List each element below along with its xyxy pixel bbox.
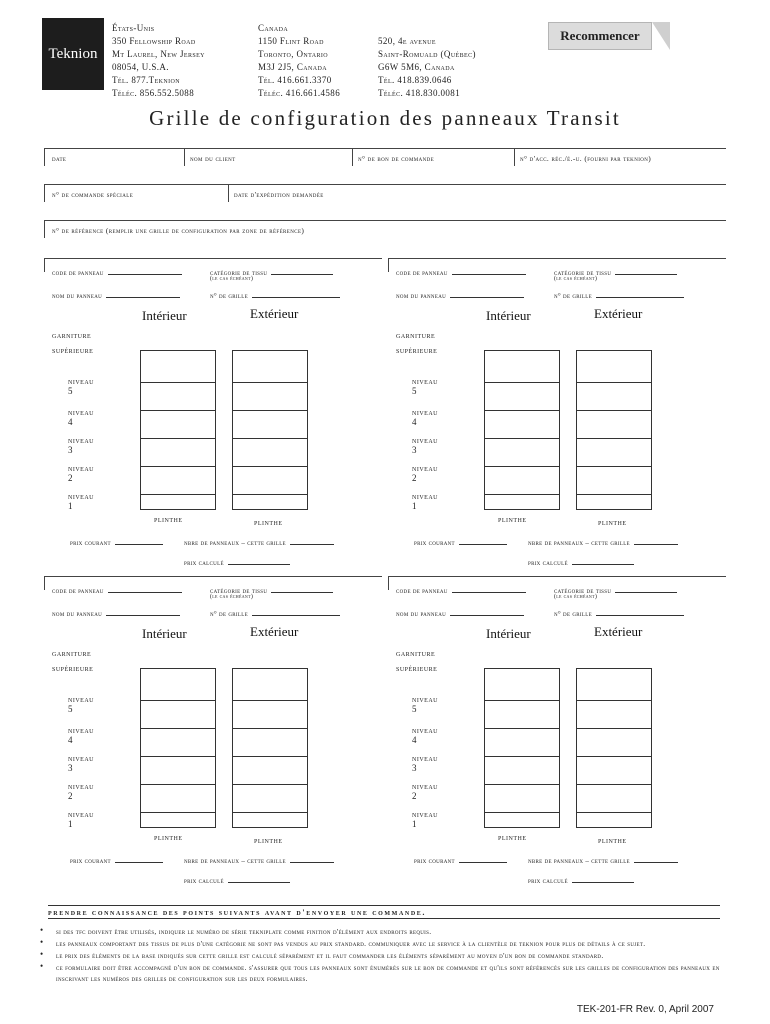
level-label: niveau 5 [412, 376, 438, 396]
level-label: niveau 3 [412, 435, 438, 455]
level-label: niveau 1 [68, 491, 94, 511]
bullet-icon: • [40, 961, 44, 971]
interior-base-label: plinthe [498, 832, 527, 842]
field-row-1-top [44, 148, 726, 149]
office-address-toronto: Canada 1150 Flint Road Toronto, Ontario M3J 2J5, Canada Tél. 416.661.3370 Téléc. 416.661.4586 [258, 23, 341, 98]
panel-code-field[interactable]: code de panneau [52, 584, 182, 595]
panels-per-grid-field[interactable]: nbre de panneaux – cette grille [184, 854, 334, 865]
notes-header: prendre connaissance des points suivants avant d'envoyer une commande. [48, 905, 720, 919]
note-item: • si des tfc doivent être utilisés, indiquer le numéro de série tekniplate comme finition d'élément aux endroits requis. [40, 925, 432, 936]
interior-base-label: plinthe [154, 514, 183, 524]
current-price-field[interactable]: prix courant [414, 854, 507, 865]
exterior-heading: Extérieur [250, 624, 299, 639]
client-name-field[interactable]: nom du client [190, 154, 236, 163]
acknowledgement-number-field[interactable]: n° d'acc. réc./é.-u. (fourni par teknion) [520, 154, 652, 163]
note-item: • ce formulaire doit être accompagné d'un bon de commande. s'assurer que tous les panneaux sont énumérés sur le bon de commande et qu'ils sont référencés sur les grilles de configuration des panneaux en inscrivant les numéros des grilles de configuration sur les deux formulaires. [40, 961, 720, 983]
level-label: niveau 5 [68, 376, 94, 396]
bullet-icon: • [40, 925, 44, 935]
note-item: • les panneaux comportant des tissus de plus d'une catégorie ne sont pas vendus au prix standard. communiquer avec le service à la clientèle de teknion pour plus de détails à ce sujet. [40, 937, 646, 948]
current-price-field[interactable]: prix courant [414, 536, 507, 547]
note-item: • le prix des éléments de la base indiqués sur cette grille est calculé séparément et il faut commander les éléments séparément au moyen d'un bon de commande standard. [40, 949, 604, 960]
field-row-3-top [44, 220, 726, 221]
level-label: niveau 3 [68, 753, 94, 773]
if-applicable-note: (le cas échéant) [554, 594, 598, 600]
special-order-field[interactable]: n° de commande spéciale [52, 190, 134, 199]
ship-date-field[interactable]: date d'expédition demandée [234, 190, 324, 199]
panel-code-field[interactable]: code de panneau [396, 584, 526, 595]
restart-button[interactable]: Recommencer [548, 22, 652, 50]
current-price-field[interactable]: prix courant [70, 854, 163, 865]
top-trim-label: garniture supérieure [396, 648, 438, 673]
level-label: niveau 2 [68, 781, 94, 801]
level-label: niveau 3 [412, 753, 438, 773]
top-trim-label: garniture supérieure [396, 330, 438, 355]
exterior-grid[interactable] [576, 668, 652, 828]
interior-grid[interactable] [484, 668, 560, 828]
level-label: niveau 5 [68, 694, 94, 714]
interior-heading: Intérieur [142, 308, 187, 323]
level-label: niveau 1 [68, 809, 94, 829]
reference-number-field[interactable]: n° de référence (remplir une grille de configuration par zone de référence) [52, 226, 305, 235]
fabric-category-field[interactable]: catégorie de tissu [210, 266, 333, 277]
date-field[interactable]: date [52, 154, 67, 163]
if-applicable-note: (le cas échéant) [210, 594, 254, 600]
grid-number-field[interactable]: n° de grille [554, 289, 684, 300]
top-trim-label: garniture supérieure [52, 330, 94, 355]
exterior-grid[interactable] [232, 668, 308, 828]
interior-heading: Intérieur [142, 626, 187, 641]
calculated-price-field[interactable]: prix calculé [184, 556, 290, 567]
level-label: niveau 3 [68, 435, 94, 455]
interior-grid[interactable] [484, 350, 560, 510]
panel-name-field[interactable]: nom du panneau [396, 289, 524, 300]
interior-base-label: plinthe [498, 514, 527, 524]
form-title: Grille de configuration des panneaux Transit [149, 106, 621, 130]
fabric-category-field[interactable]: catégorie de tissu [210, 584, 333, 595]
level-label: niveau 1 [412, 491, 438, 511]
office-address-quebec: 520, 4e avenue Saint-Romuald (Québec) G6W 5M6, Canada Tél. 418.839.0646 Téléc. 418.830.0081 [378, 36, 476, 98]
panels-per-grid-field[interactable]: nbre de panneaux – cette grille [184, 536, 334, 547]
current-price-field[interactable]: prix courant [70, 536, 163, 547]
grid-number-field[interactable]: n° de grille [210, 289, 340, 300]
grid-number-field[interactable]: n° de grille [210, 607, 340, 618]
po-number-field[interactable]: n° de bon de commande [358, 154, 435, 163]
interior-heading: Intérieur [486, 308, 531, 323]
calculated-price-field[interactable]: prix calculé [528, 556, 634, 567]
page-curl-decoration [652, 22, 670, 50]
field-row-2-top [44, 184, 726, 185]
level-label: niveau 4 [68, 407, 94, 427]
exterior-base-label: plinthe [598, 835, 627, 845]
calculated-price-field[interactable]: prix calculé [184, 874, 290, 885]
teknion-logo: Teknion [42, 18, 104, 90]
calculated-price-field[interactable]: prix calculé [528, 874, 634, 885]
level-label: niveau 2 [68, 463, 94, 483]
office-address-us: États-Unis 350 Fellowship Road Mt Laurel, New Jersey 08054, U.S.A. Tél. 877.Teknion Téléc. 856.552.5088 [112, 23, 205, 98]
panels-per-grid-field[interactable]: nbre de panneaux – cette grille [528, 854, 678, 865]
revision-label: TEK-201-FR Rev. 0, April 2007 [576, 1004, 714, 1015]
exterior-grid[interactable] [232, 350, 308, 510]
level-label: niveau 1 [412, 809, 438, 829]
if-applicable-note: (le cas échéant) [554, 276, 598, 282]
panel-code-field[interactable]: code de panneau [52, 266, 182, 277]
level-label: niveau 4 [412, 725, 438, 745]
notes-list [40, 926, 720, 984]
panel-name-field[interactable]: nom du panneau [52, 607, 180, 618]
panel-code-field[interactable]: code de panneau [396, 266, 526, 277]
exterior-grid[interactable] [576, 350, 652, 510]
level-label: niveau 2 [412, 781, 438, 801]
panels-per-grid-field[interactable]: nbre de panneaux – cette grille [528, 536, 678, 547]
exterior-base-label: plinthe [254, 517, 283, 527]
bullet-icon: • [40, 949, 44, 959]
interior-base-label: plinthe [154, 832, 183, 842]
exterior-heading: Extérieur [594, 306, 643, 321]
level-label: niveau 2 [412, 463, 438, 483]
top-trim-label: garniture supérieure [52, 648, 94, 673]
exterior-heading: Extérieur [594, 624, 643, 639]
panel-name-field[interactable]: nom du panneau [396, 607, 524, 618]
level-label: niveau 4 [412, 407, 438, 427]
interior-grid[interactable] [140, 668, 216, 828]
exterior-heading: Extérieur [250, 306, 299, 321]
exterior-base-label: plinthe [598, 517, 627, 527]
bullet-icon: • [40, 937, 44, 947]
fabric-category-field[interactable]: catégorie de tissu [554, 266, 677, 277]
exterior-base-label: plinthe [254, 835, 283, 845]
panel-name-field[interactable]: nom du panneau [52, 289, 180, 300]
interior-heading: Intérieur [486, 626, 531, 641]
fabric-category-field[interactable]: catégorie de tissu [554, 584, 677, 595]
interior-grid[interactable] [140, 350, 216, 510]
grid-number-field[interactable]: n° de grille [554, 607, 684, 618]
if-applicable-note: (le cas échéant) [210, 276, 254, 282]
level-label: niveau 5 [412, 694, 438, 714]
level-label: niveau 4 [68, 725, 94, 745]
